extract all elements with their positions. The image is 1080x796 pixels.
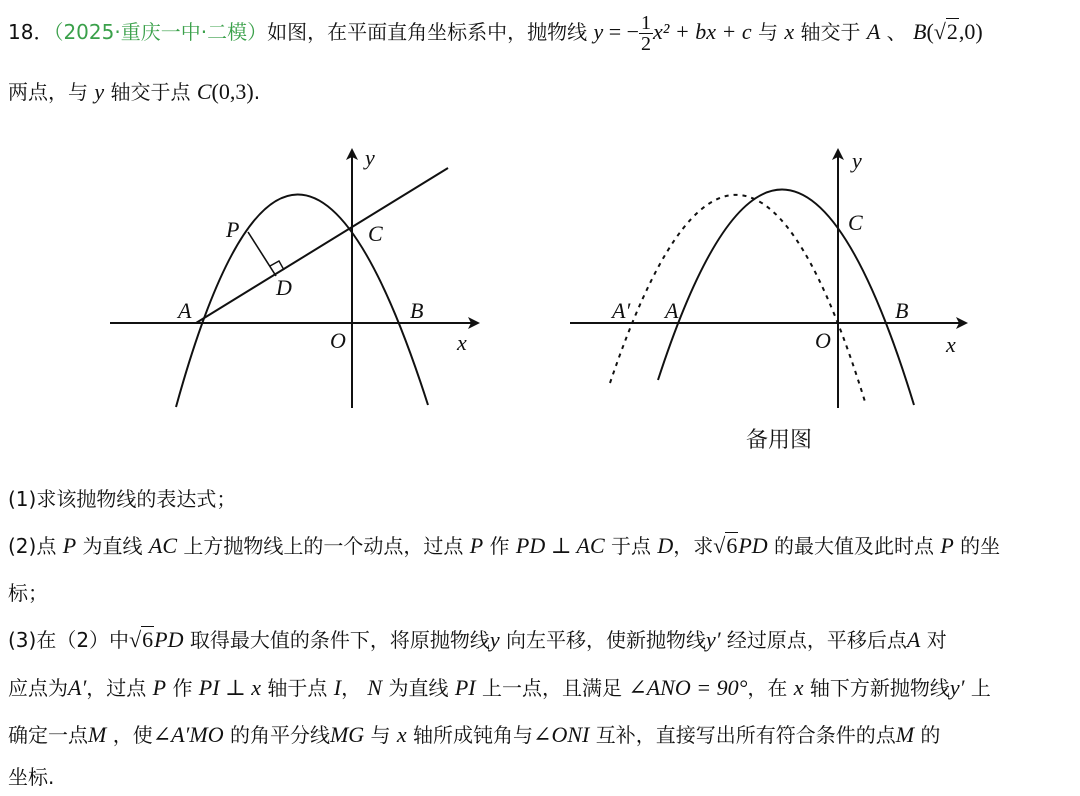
var-x: x	[784, 19, 795, 44]
q3-sqrt6: √6	[129, 627, 154, 652]
q2-e: 于点	[610, 534, 651, 558]
q2-d: 作	[489, 534, 510, 558]
sep: 、	[886, 20, 907, 44]
fig1-parabola	[176, 194, 428, 407]
period: .	[253, 80, 261, 104]
fig2-label-B: B	[895, 298, 909, 323]
q3-l2-j: 上	[970, 676, 991, 700]
q2-g: 的最大值及此时点	[774, 534, 934, 558]
q3-l3-a: 确定一点	[8, 723, 88, 747]
q1-text: (1)求该抛物线的表达式；	[8, 487, 237, 511]
paren-open: (	[926, 19, 934, 44]
fig1-label-A: A	[178, 298, 192, 323]
text-axis-intersect: 轴交于	[800, 20, 861, 44]
q3-l3-e: 轴所成钝角与	[413, 723, 534, 747]
q3-l2-i: 轴下方新抛物线	[809, 676, 950, 700]
q3-l2-Ap: A′	[68, 675, 87, 700]
q3-l2-PI: PI ⊥ x	[198, 675, 262, 700]
intro-text: 如图，在平面直角坐标系中，抛物线	[267, 20, 588, 44]
q3-l2-P: P	[152, 675, 167, 700]
question-3-line-4	[8, 762, 54, 792]
q3-l2-b: ，过点	[86, 676, 147, 700]
question-1	[8, 484, 236, 514]
fig1-label-O: O	[330, 328, 346, 353]
q3-l2-f: 为直线	[388, 676, 449, 700]
fig1-label-x: x	[457, 330, 467, 355]
fig1-label-P: P	[226, 217, 240, 242]
q3-y: y	[489, 627, 500, 652]
fig1-label-B: B	[410, 298, 424, 323]
text-yu: 与	[757, 20, 778, 44]
point-A: A	[866, 19, 881, 44]
figure-2	[570, 150, 966, 408]
fig2-label-y: y	[852, 148, 862, 173]
q3-A: A	[906, 627, 921, 652]
text-two-points: 两点，与	[8, 80, 88, 104]
q3-l3-x: x	[396, 722, 407, 747]
q3-l2-N: N	[367, 675, 383, 700]
eq-equals: = −	[603, 19, 640, 44]
q2-P: P	[62, 533, 77, 558]
figure-1	[110, 150, 478, 408]
question-2-line-1	[8, 531, 1000, 561]
q3-yp: y′	[705, 627, 721, 652]
sqrt-2: √2	[933, 19, 958, 44]
q3-l3-angle: ∠A′MO	[152, 722, 224, 747]
fig2-label-A-prime: A′	[612, 298, 631, 323]
q2-c: 上方抛物线上的一个动点，过点	[183, 534, 464, 558]
fig1-label-y: y	[365, 145, 375, 170]
q3-b: 取得最大值的条件下，将原抛物线	[189, 628, 490, 652]
q3-l2-angle: ∠ANO = 90°	[628, 675, 748, 700]
q2-P3: P	[940, 533, 954, 558]
q3-l3-d: 与	[370, 723, 391, 747]
q3-l3-b: ，使	[112, 723, 153, 747]
problem-source: （2025·重庆一中·二模）	[53, 20, 268, 44]
q3-c: 向左平移，使新抛物线	[505, 628, 706, 652]
fig2-caption: 备用图	[746, 428, 813, 453]
fig2-label-O: O	[815, 328, 831, 353]
var-y: y	[94, 79, 105, 104]
q3-l2-e: ，	[341, 676, 362, 700]
problem-number: 18．	[8, 20, 54, 44]
q2-f: ，求	[673, 534, 714, 558]
q3-l2-c: 作	[172, 676, 193, 700]
q3-l2-yp: y′	[949, 675, 965, 700]
q3-l2-h: ，在	[747, 676, 788, 700]
q2-h: 的坐	[960, 534, 1001, 558]
fig1-label-C: C	[368, 221, 383, 246]
q3-PD: PD	[154, 627, 184, 652]
question-3-line-1	[8, 625, 947, 655]
q2-AC: AC	[148, 533, 177, 558]
q3-l3-f: 互补，直接写出所有符合条件的点	[595, 723, 896, 747]
fig2-label-x: x	[946, 332, 956, 357]
fig2-shifted-parabola	[610, 195, 866, 405]
q2-D: D	[657, 533, 674, 558]
text-y-axis: 轴交于点	[110, 80, 191, 104]
q3-l2-I: I	[333, 675, 342, 700]
q3-l2-PI2: PI	[454, 675, 476, 700]
q2-line2: 标；	[8, 581, 48, 605]
q3-l3-g: 的	[920, 723, 941, 747]
q3-e: 对	[926, 628, 947, 652]
q3-a: (3)在（2）中	[8, 628, 130, 652]
question-2-line-2	[8, 578, 48, 608]
q2-PD: PD	[738, 533, 768, 558]
point-C: C	[196, 79, 212, 104]
question-3-line-3	[8, 720, 940, 750]
fig2-parabola	[658, 190, 914, 405]
q3-l3-angle2: ∠ONI	[533, 722, 590, 747]
q2-perp: PD ⊥ AC	[515, 533, 605, 558]
q3-l2-g: 上一点，且满足	[481, 676, 622, 700]
fig1-label-D: D	[276, 275, 292, 300]
q3-l3-c: 的角平分线	[229, 723, 330, 747]
point-B: B	[913, 19, 927, 44]
q2-P2: P	[469, 533, 484, 558]
q3-d: 经过原点，平移后点	[726, 628, 907, 652]
q3-l3-M2: M	[895, 722, 915, 747]
eq-rest: x² + bx + c	[653, 19, 752, 44]
fig1-segment-PD	[248, 232, 276, 276]
question-3-line-2	[8, 673, 991, 703]
fig2-label-C: C	[848, 210, 863, 235]
paren-close: ,0)	[958, 19, 983, 44]
eq-y: y	[593, 19, 604, 44]
fig2-label-A: A	[665, 298, 679, 323]
q3-l3-MG: MG	[329, 722, 365, 747]
q3-l2-a: 应点为	[8, 676, 68, 700]
q3-l2-x: x	[793, 675, 804, 700]
q2-sqrt6: √6	[713, 533, 738, 558]
eq-fraction: $\frac{1}{2}$	[641, 12, 652, 55]
q2-a: (2)点	[8, 534, 57, 558]
q3-l4: 坐标.	[8, 765, 55, 789]
q3-l3-M: M	[88, 722, 107, 747]
q3-l2-d: 轴于点	[267, 676, 328, 700]
point-C-coord: (0,3)	[211, 79, 254, 104]
q2-b: 为直线	[82, 534, 143, 558]
